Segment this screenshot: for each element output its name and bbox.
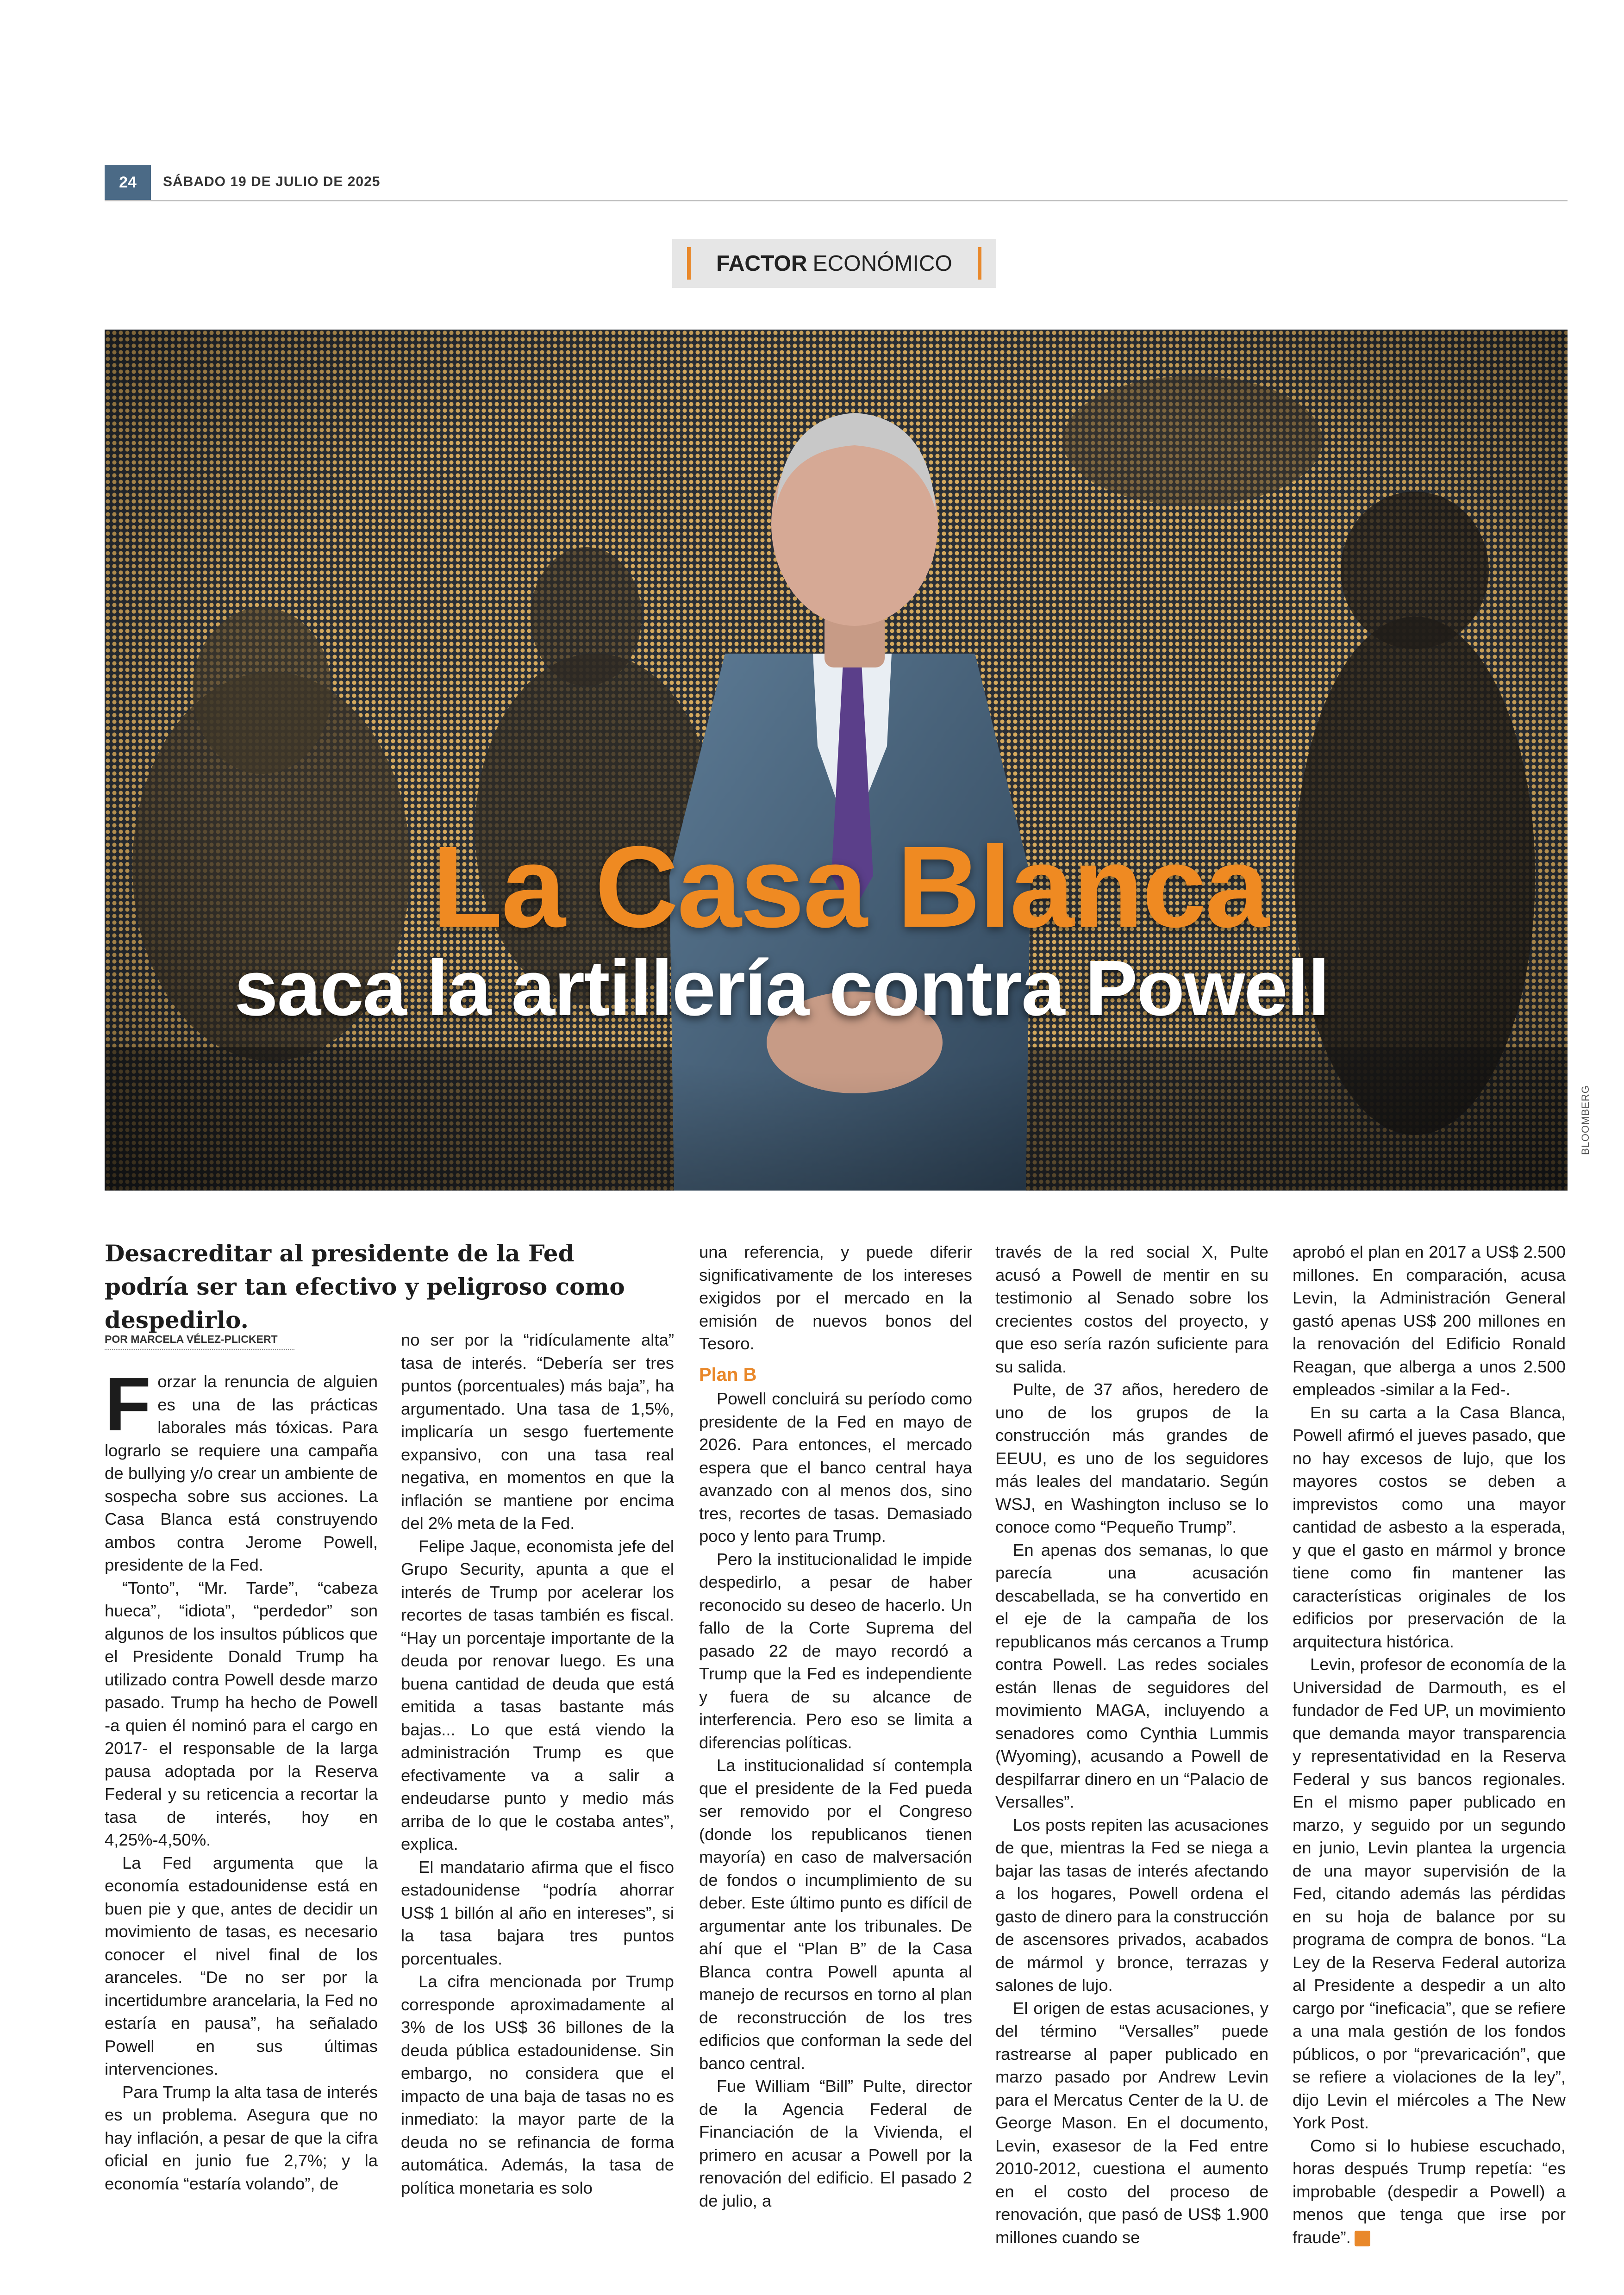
- paragraph: aprobó el plan en 2017 a US$ 2.500 millones. En comparación, acusa Levin, la Administración General gastó apenas US$ 200 millones en la renovación del Edificio Ronald Reagan, que alberga a unos 2.500 empleados -similar a la Fed-.: [1293, 1242, 1566, 1399]
- paragraph: La institucionalidad sí contempla que el presidente de la Fed pueda ser removido por el Congreso (donde los republicanos tienen mayoría) en caso de malversación de fondos o incumplimiento de su deber. Este último punto es difícil de argumentar ante los tribunales. De ahí que el “Plan B” de la Casa Blanca contra Powell apunta al manejo de recursos en torno al plan de reconstrucción de los tres edificios que conforman la sede del banco central.: [699, 1756, 972, 2073]
- article-column-2: [401, 1328, 674, 2199]
- article-column-3: [699, 1241, 972, 2212]
- article-deck: Desacreditar al presidente de la Fed podría ser tan efectivo y peligroso como despedirlo.: [105, 1240, 625, 1334]
- paragraph: La cifra mencionada por Trump corresponde aproximadamente al 3% de los US$ 36 billones de la deuda pública estadounidense. Sin embargo, no considera que el impacto de una baja de tasas no es inmediato: la mayor parte de la deuda no se refinancia de forma automática. Además, la tasa de política monetaria es solo: [401, 1972, 674, 2197]
- hero-image: [105, 330, 1568, 1191]
- section-tag-bold: FACTOR: [716, 251, 807, 276]
- paragraph: Fue William “Bill” Pulte, director de la Agencia Federal de Financiación de la Vivienda, el primero en acusar a Powell por la renovación del edificio. El pasado 2 de julio, a: [699, 2077, 972, 2210]
- paragraph: Levin, profesor de economía de la Universidad de Darmouth, es el fundador de Fed UP, un movimiento que demanda mayor transparencia y representatividad en la Reserva Federal y sus bancos regionales. En el mismo paper publicado en marzo, y seguido por un segundo en junio, Levin plantea la urgencia de una mayor supervisión de la Fed, citando además las pérdidas en su hoja de balance por su programa de compra de bonos. “La Ley de la Reserva Federal autoriza al Presidente a despedir a un alto cargo por “ineficacia”, que se refiere a una mala gestión de los fondos públicos, o por “prevaricación”, que se refiere a violaciones de la ley”, dijo Levin el miércoles a The New York Post.: [1293, 1655, 1566, 2132]
- article-column-1: [105, 1362, 378, 2195]
- subhead: Plan B: [699, 1364, 757, 1385]
- paragraph: Como si lo hubiese escuchado, horas después Trump repetía: “es improbable (despedir a Powell) a menos que tenga que irse por fraude”.: [1293, 2136, 1566, 2247]
- paragraph: una referencia, y puede diferir significativamente de los intereses exigidos por el mercado en la emisión de nuevos bonos del Tesoro.: [699, 1242, 972, 1353]
- page-header: [105, 165, 1568, 200]
- paragraph: La Fed argumenta que la economía estadounidense está en buen pie y que, antes de decidir un movimiento de tasas, es necesario conocer el nivel final de los aranceles. “De no ser por la incertidumbre arancelaria, la Fed no estaría en pausa”, ha señalado Powell en sus últimas intervenciones.: [105, 1853, 378, 2078]
- paragraph: Forzar la renuncia de alguien es una de las prácticas laborales más tóxicas. Para lograrlo se requiere una campaña de bullying y/o crear un ambiente de sospecha sobre sus acciones. La Casa Blanca está construyendo ambos contra Jerome Powell, presidente de la Fed.: [105, 1362, 378, 1574]
- paragraph: Powell concluirá su período como presidente de la Fed en mayo de 2026. Para entonces, el mercado espera que el banco central haya avanzado con al menos dos, sino tres, recortes de tasas. Demasiado poco y lento para Trump.: [699, 1389, 972, 1546]
- paragraph: Felipe Jaque, economista jefe del Grupo Security, apunta a que el interés de Trump por acelerar los recortes de tasas también es fiscal. “Hay un porcentaje importante de la deuda por renovar luego. Es una buena cantidad de deuda que está emitida a tasas bastante más bajas... Lo que está viendo la administración Trump es que efectivamente va a salir a endeudarse punto y medio más arriba de lo que le costaba antes”, explica.: [401, 1536, 674, 1853]
- headline-line-1: La Casa Blanca: [431, 822, 1268, 951]
- paragraph: Los posts repiten las acusaciones de que, mientras la Fed se niega a bajar las tasas de interés afectando a los hogares, Powell ordena el gasto de dinero para la construcción de ascensores privados, acabados de mármol y bronce, terrazas y salones de lujo.: [995, 1815, 1268, 1995]
- paragraph: En su carta a la Casa Blanca, Powell afirmó el jueves pasado, que no hay excesos de lujo, que los mayores costos se deben a imprevistos como una mayor cantidad de asbesto a la esperada, y que el gasto en mármol y bronce tiene como fin mantener las características originales de los edificios por preservación de la arquitectura histórica.: [1293, 1403, 1566, 1651]
- paragraph: través de la red social X, Pulte acusó a Powell de mentir en su testimonio al Senado sobre los crecientes costos del proyecto, y que eso sería razón suficiente para su salida.: [995, 1242, 1268, 1376]
- byline: POR MARCELA VÉLEZ-PLICKERT: [105, 1333, 294, 1350]
- hero-illustration: [105, 330, 1568, 1191]
- paragraph: Pero la institucionalidad le impide despedirlo, a pesar de haber reconocido su deseo de hacerlo. Un fallo de la Corte Suprema del pasado 22 de mayo recordó a Trump que la Fed es independiente y fuera de su alcance de interferencia. Pero eso se limita a diferencias políticas.: [699, 1549, 972, 1752]
- section-tag-bar-right: [978, 247, 981, 280]
- paragraph: no ser por la “ridículamente alta” tasa de interés. “Debería ser tres puntos (porcentuales) más baja”, ha argumentado. Una tasa de 1,5%, implicaría un sesgo fuertemente expansivo, con una tasa real negativa, en momentos en que la inflación se mantiene por encima del 2% meta de la Fed.: [401, 1330, 674, 1533]
- header-rule: [105, 200, 1568, 201]
- section-tag: [672, 239, 996, 288]
- paragraph: Pulte, de 37 años, heredero de uno de los grupos de la construcción más grandes de EEUU, es uno de los seguidores más leales del mandatario. Según WSJ, en Washington incluso se lo conoce como “Pequeño Trump”.: [995, 1380, 1268, 1536]
- issue-date: SÁBADO 19 DE JULIO DE 2025: [163, 174, 381, 189]
- photo-credit: BLOOMBERG: [1580, 1085, 1591, 1155]
- end-mark-icon: [1355, 2231, 1370, 2246]
- section-tag-regular: ECONÓMICO: [812, 251, 952, 276]
- paragraph: En apenas dos semanas, lo que parecía una acusación descabellada, se ha convertido en el eje de la campaña de los republicanos más cercanos a Trump contra Powell. Las redes sociales están llenas de seguidores del movimiento MAGA, incluyendo a senadores como Cynthia Lummis (Wyoming), acusando a Powell de despilfarrar dinero en un “Palacio de Versalles”.: [995, 1540, 1268, 1811]
- article-column-5: [1293, 1241, 1566, 2249]
- paragraph: El mandatario afirma que el fisco estadounidense “podría ahorrar US$ 1 billón al año en intereses”, si la tasa bajara tres puntos porcentuales.: [401, 1857, 674, 1968]
- article-column-4: [995, 1241, 1268, 2249]
- section-tag-bar-left: [687, 247, 691, 280]
- drop-cap: F: [105, 1362, 151, 1447]
- paragraph: Para Trump la alta tasa de interés es un problema. Asegura que no hay inflación, a pesar de que la cifra oficial en junio fue 2,7%; y la economía “estaría volando”, de: [105, 2082, 378, 2193]
- paragraph: El origen de estas acusaciones, y del término “Versalles” puede rastrearse al paper publicado en marzo pasado por Andrew Levin para el Mercatus Center de la U. de George Mason. En el documento, Levin, exasesor de la Fed entre 2010-2012, cuestiona el aumento en el costo del proceso de renovación, que pasó de US$ 1.900 millones cuando se: [995, 1998, 1268, 2247]
- page-number: 24: [105, 165, 151, 200]
- headline-line-2: saca la artillería contra Powell: [234, 944, 1329, 1032]
- paragraph: “Tonto”, “Mr. Tarde”, “cabeza hueca”, “idiota”, “perdedor” son algunos de los insultos públicos que el Presidente Donald Trump ha utilizado contra Powell desde marzo pasado. Trump ha hecho de Powell -a quien él nominó para el cargo en 2017- el responsable de la larga pausa adoptada por la Reserva Federal y su reticencia a recortar la tasa de interés, hoy en 4,25%-4,50%.: [105, 1578, 378, 1849]
